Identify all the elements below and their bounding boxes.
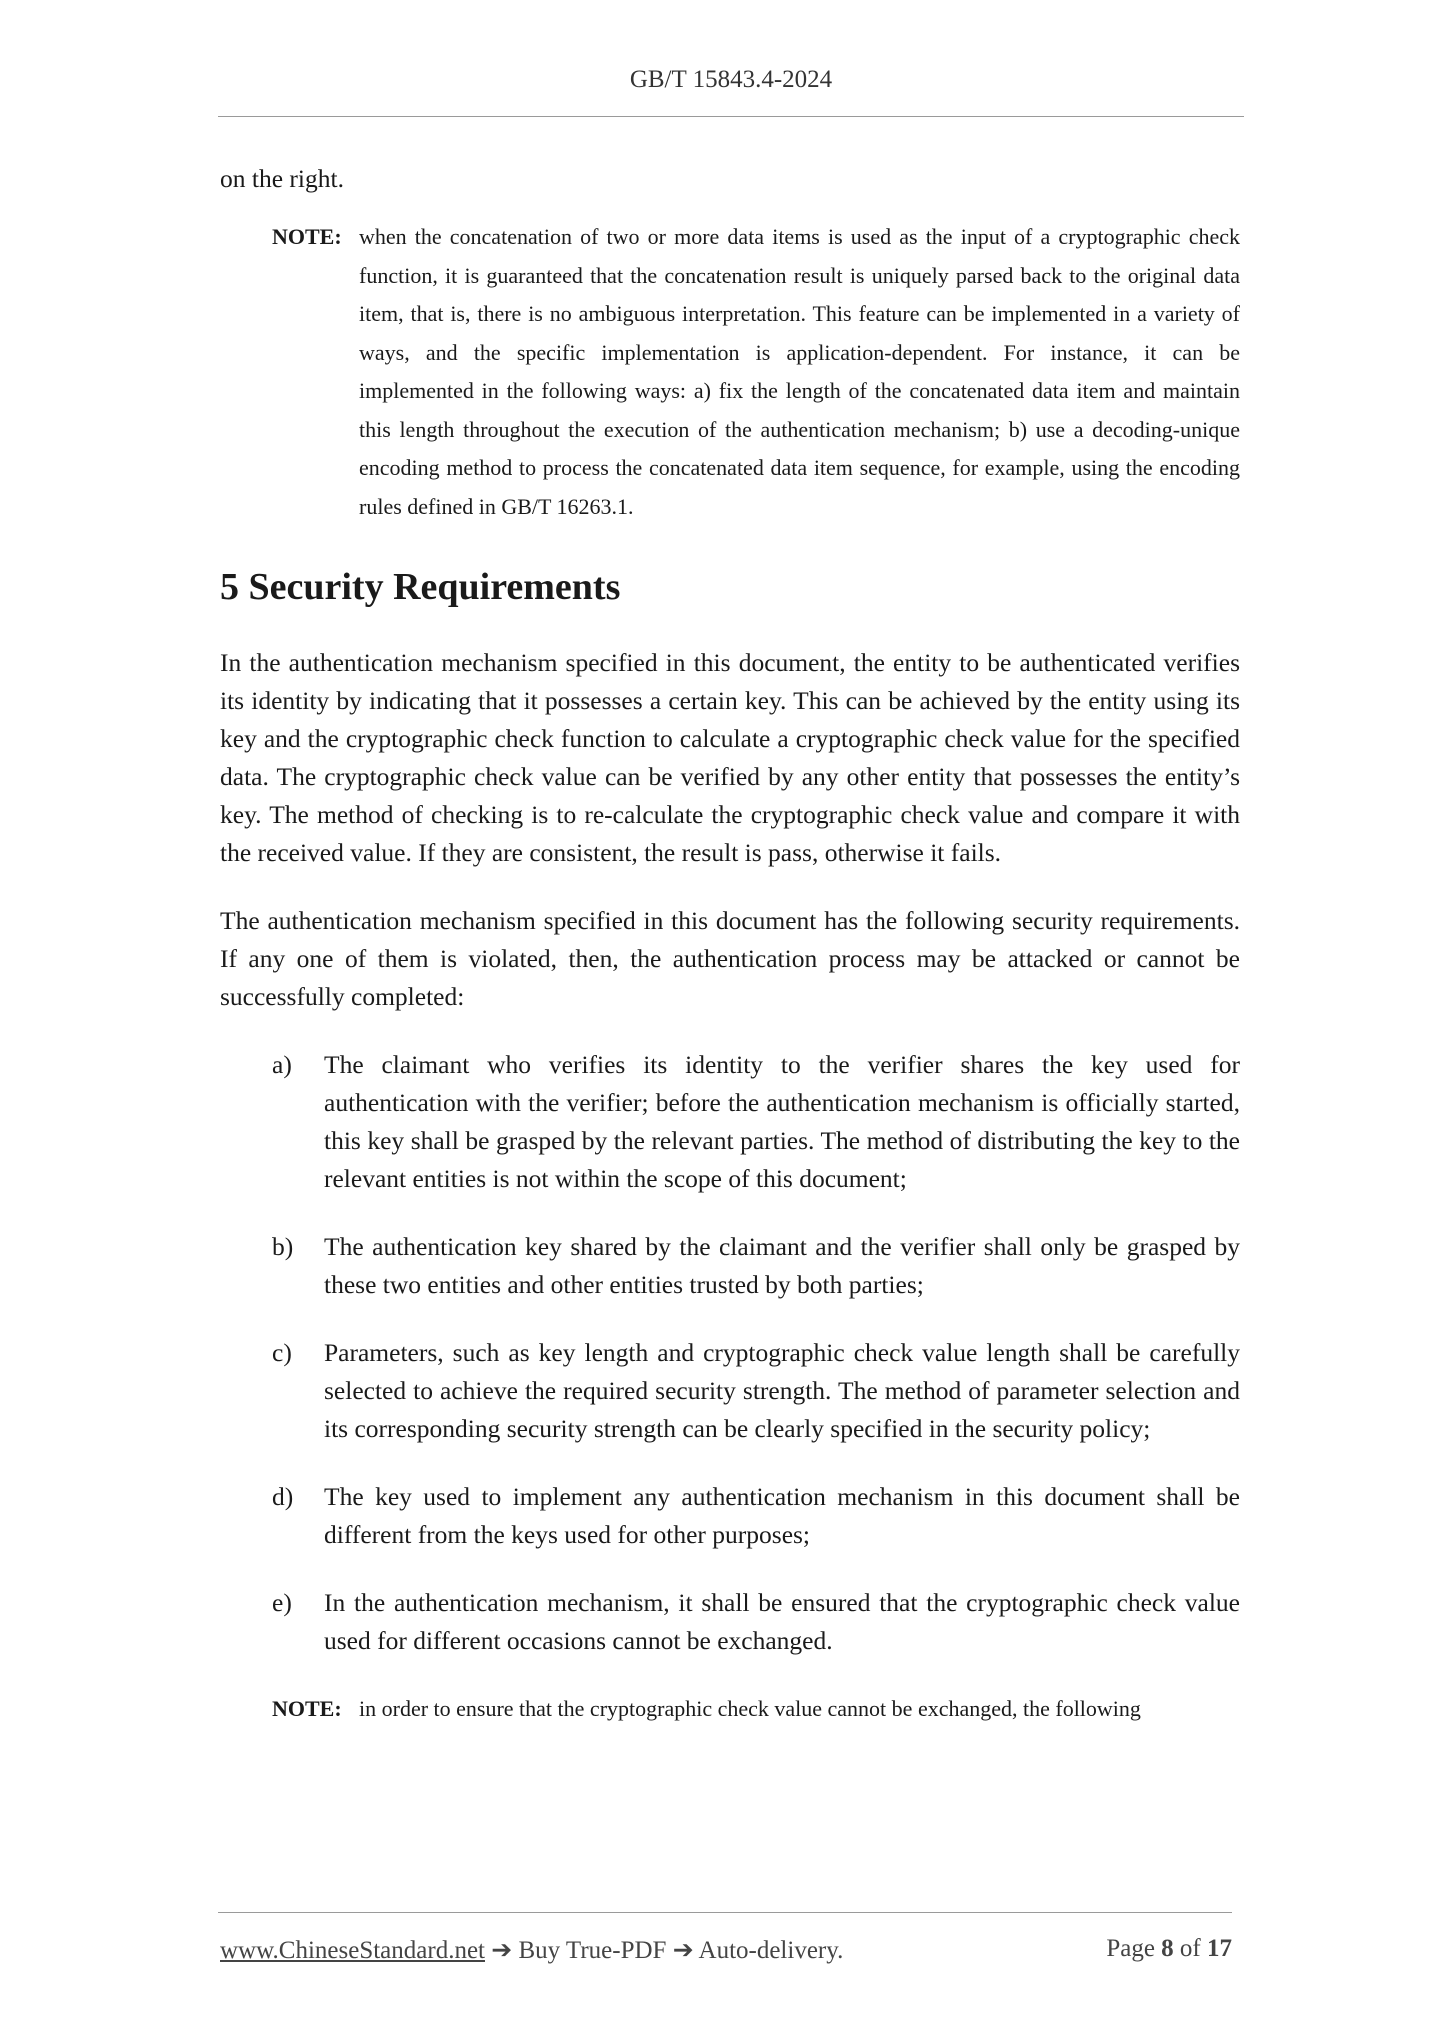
list-marker: a)	[272, 1050, 292, 1079]
note-block	[220, 218, 1240, 526]
footer-divider	[218, 1912, 1232, 1913]
website-link[interactable]: www.ChineseStandard.net	[220, 1937, 485, 1964]
footer-promo	[220, 1935, 843, 1965]
list-item	[220, 1334, 1240, 1448]
document-code-header: GB/T 15843.4-2024	[629, 66, 833, 93]
page-content	[220, 160, 1240, 1728]
note-text: in order to ensure that the cryptographic check value cannot be exchanged, the following	[359, 1696, 1141, 1721]
list-item-text: Parameters, such as key length and cryptographic check value length shall be carefully selected to achieve the required security strength. The method of parameter selection and its corresponding security strength can be clearly specified in the security policy;	[324, 1338, 1240, 1443]
list-item	[220, 1228, 1240, 1304]
list-item	[220, 1584, 1240, 1660]
buy-pdf-text: Buy True-PDF	[518, 1937, 667, 1964]
arrow-icon: ➔	[672, 1937, 694, 1964]
page-word: Page	[1106, 1935, 1155, 1962]
paragraph: The authentication mechanism specified in this document has the following security requirements. If any one of them is violated, then, the authentication process may be attacked or cannot be successfully completed:	[220, 906, 1240, 1011]
note-label: NOTE:	[272, 1696, 342, 1721]
list-item-text: In the authentication mechanism, it shall be ensured that the cryptographic check value used for different occasions cannot be exchanged.	[324, 1588, 1240, 1655]
list-marker: c)	[272, 1338, 292, 1367]
delivery-text: Auto-delivery.	[698, 1937, 844, 1964]
arrow-icon: ➔	[491, 1937, 513, 1964]
list-marker: d)	[272, 1482, 294, 1511]
page-total: 17	[1207, 1935, 1232, 1962]
list-item-text: The claimant who verifies its identity to the verifier shares the key used for authentication with the verifier; before the authentication mechanism is officially started, this key shall be grasped by the relevant parties. The method of distributing the key to the relevant entities is not within the scope of this document;	[324, 1050, 1240, 1193]
continuation-text: on the right.	[220, 164, 344, 193]
list-item	[220, 1046, 1240, 1198]
of-word: of	[1179, 1935, 1201, 1962]
paragraph: In the authentication mechanism specified in this document, the entity to be authenticated verifies its identity by indicating that it possesses a certain key. This can be achieved by the entity using its key and the cryptographic check function to calculate a cryptographic check value for the specified data. The cryptographic check value can be verified by any other entity that possesses the entity’s key. The method of checking is to re-calculate the cryptographic check value and compare it with the received value. If they are consistent, the result is pass, otherwise it fails.	[220, 648, 1240, 867]
section-heading: 5 Security Requirements	[220, 566, 621, 608]
page-number	[1106, 1935, 1232, 1963]
list-item-text: The authentication key shared by the claimant and the verifier shall only be grasped by these two entities and other entities trusted by both parties;	[324, 1232, 1240, 1299]
page-current: 8	[1161, 1935, 1174, 1962]
list-marker: e)	[272, 1588, 292, 1617]
note-block	[220, 1690, 1240, 1728]
list-item-text: The key used to implement any authentication mechanism in this document shall be different from the keys used for other purposes;	[324, 1482, 1240, 1549]
header-divider	[218, 116, 1244, 117]
note-text: when the concatenation of two or more data items is used as the input of a cryptographic check function, it is guaranteed that the concatenation result is uniquely parsed back to the original data item, that is, there is no ambiguous interpretation. This feature can be implemented in a variety of ways, and the specific implementation is application-dependent. For instance, it can be implemented in the following ways: a) fix the length of the concatenated data item and maintain this length throughout the execution of the authentication mechanism; b) use a decoding-unique encoding method to process the concatenated data item sequence, for example, using the encoding rules defined in GB/T 16263.1.	[359, 224, 1240, 519]
list-item	[220, 1478, 1240, 1554]
note-label: NOTE:	[272, 224, 342, 249]
list-marker: b)	[272, 1232, 294, 1261]
